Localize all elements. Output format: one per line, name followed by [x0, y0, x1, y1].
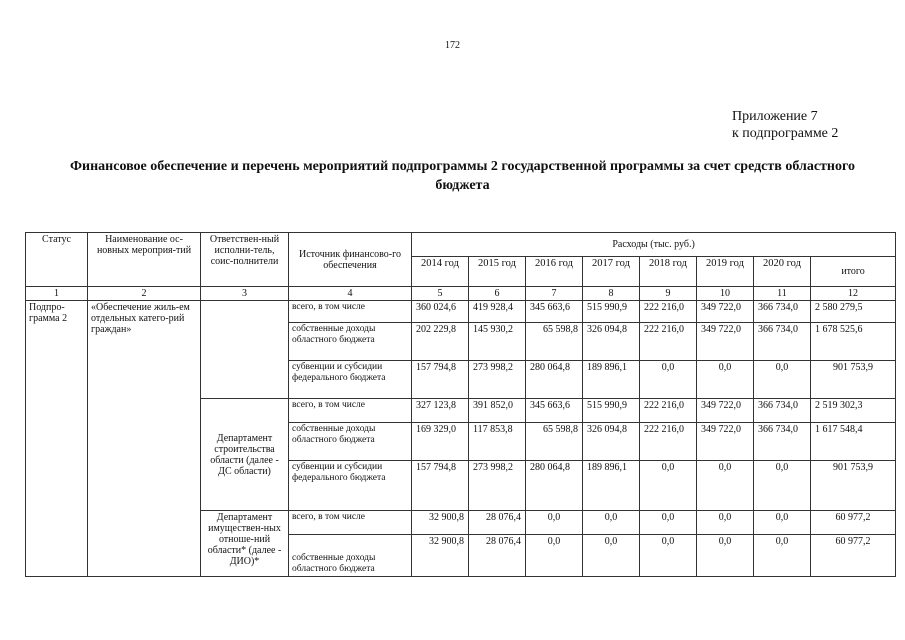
value-cell: 2 580 279,5 — [811, 301, 896, 323]
source-cell: субвенции и субсидии федерального бюджета — [289, 461, 412, 511]
status-cell: Подпро-грамма 2 — [26, 301, 88, 577]
header-year-2019: 2019 год — [697, 257, 754, 287]
value-cell: 189 896,1 — [583, 361, 640, 399]
value-cell: 273 998,2 — [469, 361, 526, 399]
value-cell: 0,0 — [583, 535, 640, 577]
header-expenses: Расходы (тыс. руб.) — [412, 233, 896, 257]
value-cell: 326 094,8 — [583, 423, 640, 461]
header-status: Статус — [26, 233, 88, 287]
value-cell: 901 753,9 — [811, 461, 896, 511]
value-cell: 345 663,6 — [526, 301, 583, 323]
value-cell: 280 064,8 — [526, 461, 583, 511]
value-cell: 515 990,9 — [583, 301, 640, 323]
document-title: Финансовое обеспечение и перечень мероприятий подпрограммы 2 государственной программы за счет средств областного бюджета — [70, 159, 855, 193]
value-cell: 222 216,0 — [640, 301, 697, 323]
source-cell: всего, в том числе — [289, 399, 412, 423]
source-cell: всего, в том числе — [289, 301, 412, 323]
value-cell: 391 852,0 — [469, 399, 526, 423]
value-cell: 901 753,9 — [811, 361, 896, 399]
header-executor: Ответствен-ный исполни-тель, соис-полнители — [201, 233, 289, 287]
value-cell: 28 076,4 — [469, 511, 526, 535]
value-cell: 60 977,2 — [811, 535, 896, 577]
financing-table — [25, 232, 896, 577]
value-cell: 0,0 — [640, 535, 697, 577]
column-number: 7 — [526, 287, 583, 301]
value-cell: 0,0 — [526, 535, 583, 577]
value-cell: 157 794,8 — [412, 361, 469, 399]
value-cell: 189 896,1 — [583, 461, 640, 511]
header-source: Источник финансово-го обеспечения — [289, 233, 412, 287]
header-year-2014: 2014 год — [412, 257, 469, 287]
measure-name-cell: «Обеспечение жиль-ем отдельных катего-рий граждан» — [88, 301, 201, 577]
value-cell: 419 928,4 — [469, 301, 526, 323]
header-year-2015: 2015 год — [469, 257, 526, 287]
value-cell: 360 024,6 — [412, 301, 469, 323]
value-cell: 0,0 — [754, 461, 811, 511]
value-cell: 222 216,0 — [640, 423, 697, 461]
value-cell: 366 734,0 — [754, 323, 811, 361]
source-cell: собственные доходы областного бюджета — [289, 323, 412, 361]
value-cell: 28 076,4 — [469, 535, 526, 577]
source-cell: всего, в том числе — [289, 511, 412, 535]
value-cell: 349 722,0 — [697, 323, 754, 361]
value-cell: 327 123,8 — [412, 399, 469, 423]
appendix-line-2: к подпрограмме 2 — [732, 126, 839, 141]
value-cell: 0,0 — [754, 511, 811, 535]
column-number: 2 — [88, 287, 201, 301]
value-cell: 349 722,0 — [697, 399, 754, 423]
column-number: 9 — [640, 287, 697, 301]
value-cell: 0,0 — [526, 511, 583, 535]
value-cell: 366 734,0 — [754, 423, 811, 461]
column-number: 8 — [583, 287, 640, 301]
value-cell: 32 900,8 — [412, 535, 469, 577]
value-cell: 65 598,8 — [526, 423, 583, 461]
column-number: 11 — [754, 287, 811, 301]
value-cell: 1 617 548,4 — [811, 423, 896, 461]
value-cell: 280 064,8 — [526, 361, 583, 399]
value-cell: 0,0 — [640, 361, 697, 399]
value-cell: 0,0 — [640, 461, 697, 511]
value-cell: 1 678 525,6 — [811, 323, 896, 361]
value-cell: 0,0 — [697, 511, 754, 535]
value-cell: 0,0 — [640, 511, 697, 535]
column-number: 3 — [201, 287, 289, 301]
value-cell: 222 216,0 — [640, 323, 697, 361]
value-cell: 0,0 — [697, 461, 754, 511]
value-cell: 2 519 302,3 — [811, 399, 896, 423]
value-cell: 0,0 — [697, 535, 754, 577]
executor-cell: Департамент строительства области (далее - ДС области) — [201, 399, 289, 511]
value-cell: 345 663,6 — [526, 399, 583, 423]
header-year-2018: 2018 год — [640, 257, 697, 287]
value-cell: 349 722,0 — [697, 423, 754, 461]
header-name: Наименование ос-новных мероприя-тий — [88, 233, 201, 287]
executor-cell — [201, 301, 289, 399]
column-number: 1 — [26, 287, 88, 301]
value-cell: 60 977,2 — [811, 511, 896, 535]
header-year-2020: 2020 год — [754, 257, 811, 287]
value-cell: 65 598,8 — [526, 323, 583, 361]
value-cell: 326 094,8 — [583, 323, 640, 361]
value-cell: 366 734,0 — [754, 301, 811, 323]
value-cell: 0,0 — [754, 535, 811, 577]
source-cell: собственные доходы областного бюджета — [289, 535, 412, 577]
source-cell: собственные доходы областного бюджета — [289, 423, 412, 461]
column-number: 10 — [697, 287, 754, 301]
column-number: 6 — [469, 287, 526, 301]
value-cell: 145 930,2 — [469, 323, 526, 361]
header-total: итого — [811, 257, 896, 287]
value-cell: 0,0 — [754, 361, 811, 399]
value-cell: 349 722,0 — [697, 301, 754, 323]
appendix-line-1: Приложение 7 — [732, 109, 818, 124]
column-number: 5 — [412, 287, 469, 301]
value-cell: 273 998,2 — [469, 461, 526, 511]
column-number: 12 — [811, 287, 896, 301]
value-cell: 0,0 — [697, 361, 754, 399]
header-year-2017: 2017 год — [583, 257, 640, 287]
source-cell: субвенции и субсидии федерального бюджета — [289, 361, 412, 399]
page-number: 172 — [445, 40, 460, 51]
value-cell: 117 853,8 — [469, 423, 526, 461]
appendix-caption — [732, 108, 838, 142]
table-row — [26, 301, 896, 323]
value-cell: 222 216,0 — [640, 399, 697, 423]
value-cell: 202 229,8 — [412, 323, 469, 361]
value-cell: 169 329,0 — [412, 423, 469, 461]
value-cell: 32 900,8 — [412, 511, 469, 535]
value-cell: 366 734,0 — [754, 399, 811, 423]
value-cell: 157 794,8 — [412, 461, 469, 511]
executor-cell: Департамент имуществен-ных отноше-ний области* (далее - ДИО)* — [201, 511, 289, 577]
header-year-2016: 2016 год — [526, 257, 583, 287]
value-cell: 515 990,9 — [583, 399, 640, 423]
value-cell: 0,0 — [583, 511, 640, 535]
column-number: 4 — [289, 287, 412, 301]
